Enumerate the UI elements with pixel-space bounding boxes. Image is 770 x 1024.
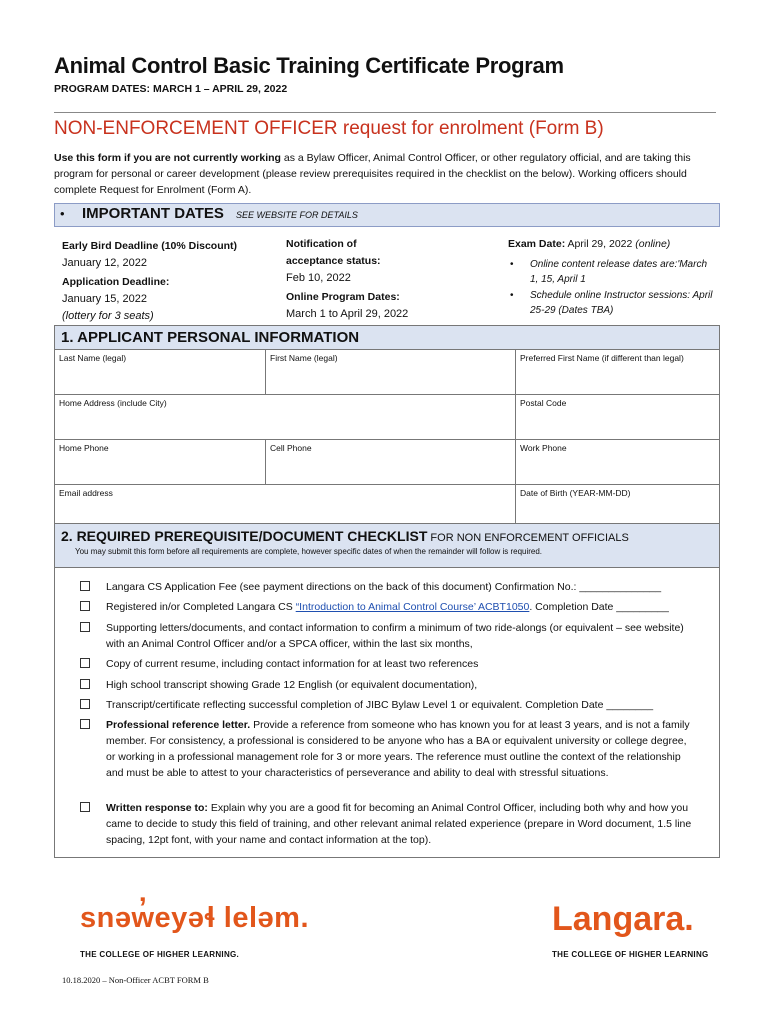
langara-logo: Langara.: [552, 900, 694, 938]
program-dates: PROGRAM DATES: MARCH 1 – APRIL 29, 2022: [54, 83, 288, 95]
table-row: [55, 350, 719, 395]
header-divider: [54, 112, 716, 113]
application-deadline-note: (lottery for 3 seats): [62, 310, 154, 322]
checkbox[interactable]: [80, 658, 90, 668]
logo-tagline-left: THE COLLEGE OF HIGHER LEARNING.: [80, 950, 240, 959]
home-phone-field[interactable]: Home Phone: [55, 440, 266, 484]
first-name-field[interactable]: First Name (legal): [266, 350, 516, 394]
checklist-text: Supporting letters/documents, and contact information to confirm a minimum of two ride-alongs (or equivalent – see website) with an Animal Control Officer and/or a SPCA officer, within the last six months,: [106, 622, 684, 650]
checkbox[interactable]: [80, 601, 90, 611]
preferred-name-field[interactable]: Preferred First Name (if different than legal): [520, 353, 684, 363]
document-title: Animal Control Basic Training Certificate Program: [54, 53, 564, 78]
checkbox[interactable]: [80, 679, 90, 689]
intro-paragraph: [54, 150, 714, 198]
document-code: 10.18.2020 – Non-Officer ACBT FORM B: [62, 975, 209, 985]
section2-header: [55, 524, 719, 568]
work-phone-field[interactable]: Work Phone: [520, 443, 567, 453]
form-title: NON-ENFORCEMENT OFFICER request for enrolment (Form B): [54, 118, 604, 139]
notification-column: [286, 236, 486, 323]
checklist-text: Registered in/or Completed Langara CS “Introduction to Animal Control Course’ ACBT1050. Completion Date _________: [106, 601, 669, 613]
list-item: • Online content release dates are:'March 1, 15, April 1: [510, 259, 708, 285]
exam-date-line: [508, 236, 718, 253]
checkbox[interactable]: [80, 699, 90, 709]
checkbox[interactable]: [80, 622, 90, 632]
application-deadline-label: Application Deadline:: [62, 276, 170, 288]
checkbox[interactable]: [80, 581, 90, 591]
table-row: [55, 485, 719, 528]
important-bullet: •: [60, 206, 65, 221]
deadlines-column: [62, 238, 272, 325]
checklist-text: Professional reference letter. Provide a reference from someone who has known you for at least 3 years, and is not a family member. For consistency, a professional is considered to be anyone who has a BA or equivalent university or college degree, or working in a professional management role for 3 or more years. The reference must outline the context of the relationship and must be able to attest to your characteristics of perseverance and ability to deal with stressful situations.: [106, 719, 690, 779]
postal-code-field[interactable]: Postal Code: [520, 398, 567, 408]
intro-text: as a Bylaw Officer, Animal Control Officer, or other regulatory official, and are taking this program for personal or career development (please review prerequisites required in the checklist on the below). Working officers should complete Request for Enrolment (Form A).: [54, 152, 691, 196]
logo-tagline-right: THE COLLEGE OF HIGHER LEARNING: [552, 950, 709, 959]
section2-title-suffix: FOR NON ENFORCEMENT OFFICIALS: [427, 532, 629, 544]
dob-field[interactable]: Date of Birth (YEAR-MM-DD): [520, 488, 631, 498]
last-name-field[interactable]: Last Name (legal): [55, 350, 266, 394]
address-field[interactable]: Home Address (include City): [55, 395, 516, 439]
section1-title: 1. APPLICANT PERSONAL INFORMATION: [55, 326, 719, 350]
email-field[interactable]: Email address: [55, 485, 516, 528]
list-item: • Schedule online Instructor sessions: April 25-29 (Dates TBA): [510, 290, 713, 316]
exam-column: [508, 236, 718, 319]
checklist-text: Transcript/certificate reflecting successful completion of JIBC Bylaw Level 1 or equivalent. Completion Date ________: [106, 699, 654, 711]
checkbox[interactable]: [80, 802, 90, 812]
checkbox[interactable]: [80, 719, 90, 729]
exam-bullet-list: [508, 257, 718, 318]
early-bird-label: Early Bird Deadline (10% Discount): [62, 240, 238, 252]
online-dates-value: March 1 to April 29, 2022: [286, 308, 409, 320]
snaweyal-lelam-logo: snəw̓eyəɬ leləm.: [80, 902, 310, 934]
table-row: [55, 395, 719, 440]
notification-date: Feb 10, 2022: [286, 272, 351, 284]
table-row: [55, 440, 719, 485]
checklist-text: High school transcript showing Grade 12 English (or equivalent documentation),: [106, 679, 478, 691]
exam-date-note: (online): [635, 238, 671, 250]
cell-phone-field[interactable]: Cell Phone: [266, 440, 516, 484]
intro-bold: Use this form if you are not currently working: [54, 152, 281, 164]
notification-label: Notification of acceptance status:: [286, 238, 381, 267]
checklist-text: Copy of current resume, including contact information for at least two references: [106, 658, 479, 670]
online-dates-label: Online Program Dates:: [286, 291, 400, 303]
applicant-info-table: [54, 325, 720, 529]
important-dates-title: IMPORTANT DATES: [82, 205, 224, 222]
course-link[interactable]: “Introduction to Animal Control Course’ ACBT1050: [295, 601, 530, 613]
application-deadline-date: January 15, 2022: [62, 293, 148, 305]
section2-note: You may submit this form before all requirements are complete, however specific dates of when the remainder will follow is required.: [75, 547, 543, 556]
important-dates-subtitle: SEE WEBSITE FOR DETAILS: [236, 210, 358, 220]
checklist-text: Written response to: Explain why you are a good fit for becoming an Animal Control Officer, including both why and how you came to decide to study this field of training, and other relevant animal related experience (prepare in Word document, 1.5 line spacing, 12pt font, with your name and contact information at the top).: [106, 802, 692, 846]
exam-date-value: April 29, 2022: [567, 238, 633, 250]
section2-title: 2. REQUIRED PREREQUISITE/DOCUMENT CHECKLIST FOR NON ENFORCEMENT OFFICIALS: [61, 528, 629, 544]
exam-date-label: Exam Date:: [508, 238, 566, 250]
early-bird-date: January 12, 2022: [62, 257, 148, 269]
checklist-text: Langara CS Application Fee (see payment directions on the back of this document) Confirmation No.: ______________: [106, 581, 662, 593]
